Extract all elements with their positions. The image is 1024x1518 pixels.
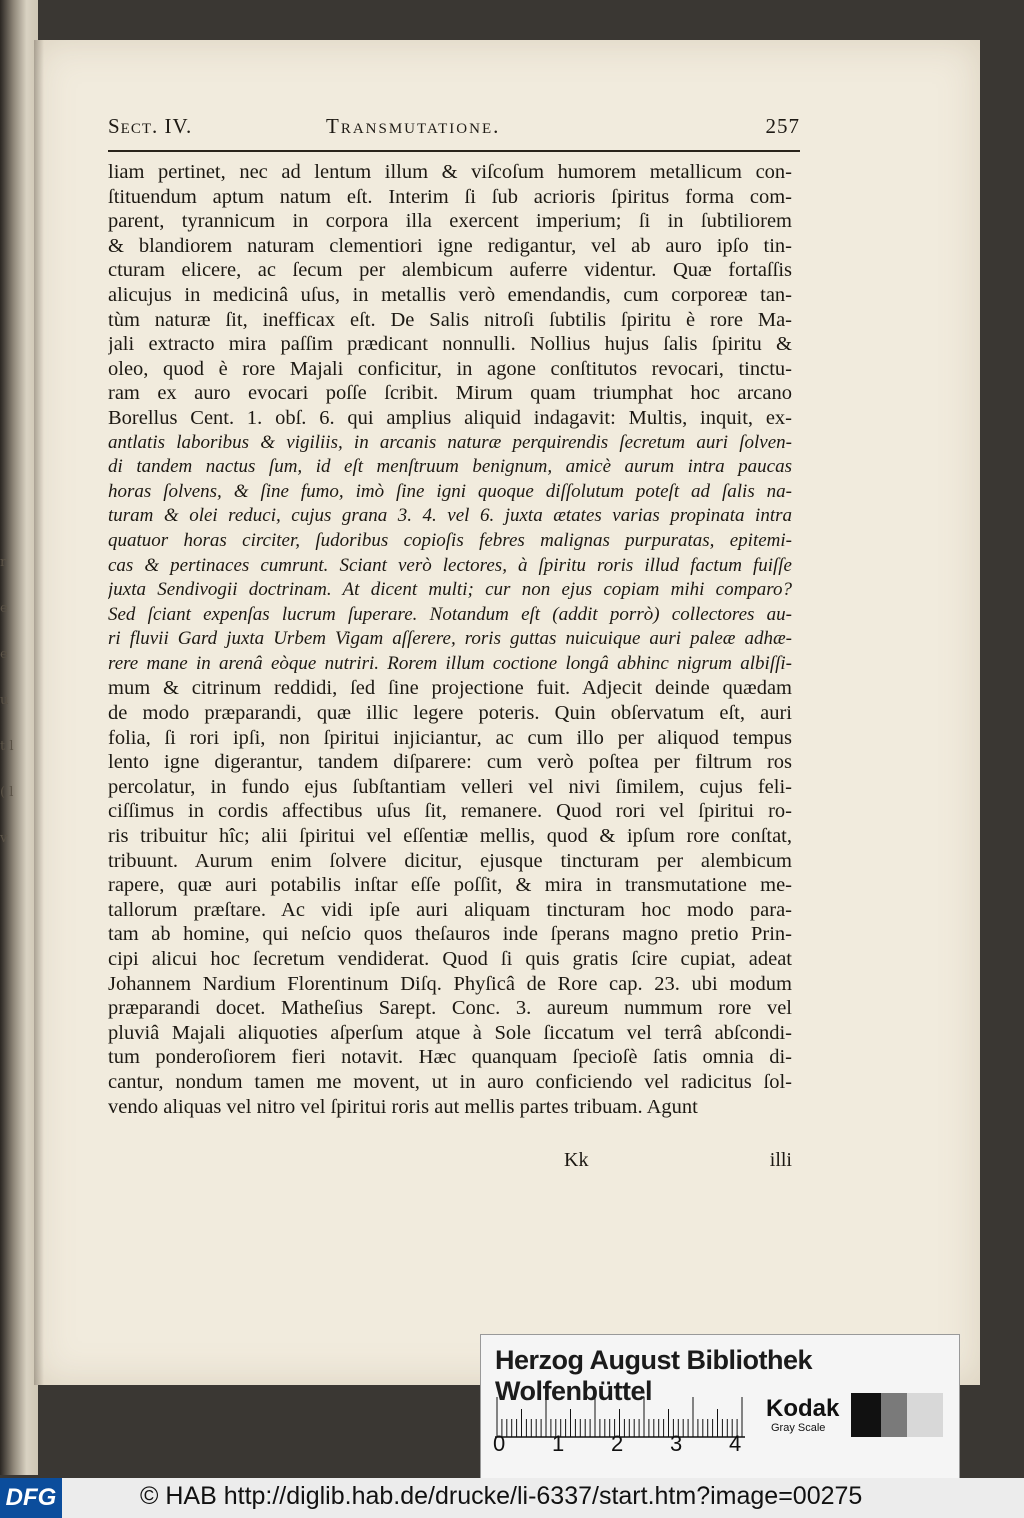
text-line: ram ex auro evocari poſſe ſcribit. Mirum quam triumphat hoc arcano bbox=[108, 382, 792, 405]
gray-swatch-mid bbox=[881, 1393, 907, 1437]
text-line: ſtituendum aptum natum eſt. Interim ſi ſub acrioris ſpiritus forma com- bbox=[108, 185, 792, 208]
text-line: percolatur, in fundo ejus ſubſtantiam velleri vel nivi ſimilem, cujus feli- bbox=[108, 775, 792, 798]
facing-page-text: r e e u t l ( l v bbox=[0, 555, 14, 846]
gray-swatch-dark bbox=[851, 1393, 881, 1437]
text-line: cturam elicere, ac ſecum per alembicum auferre videntur. Quæ fortaſſis bbox=[108, 259, 792, 282]
text-line: juxta Sendivogii doctrinam. At dicent multi; cur non ejus copiam mihi comparo? bbox=[108, 579, 792, 601]
running-head bbox=[108, 114, 800, 146]
text-line: liam pertinet, nec ad lentum illum & viſcoſum humorem metallicum con- bbox=[108, 161, 792, 183]
page-gutter-shadow bbox=[34, 40, 44, 1385]
signature-mark: Kk bbox=[564, 1149, 589, 1171]
section-label: Sect. IV. bbox=[108, 114, 193, 138]
text-line: cipi alicui hoc ſecretum vendiderat. Quod ſi quis gratis ſcire cupiat, adeat bbox=[108, 948, 792, 970]
catchword: illi bbox=[769, 1149, 792, 1171]
text-line: quatuor horas circiter, ſudoribus copioſis febres malignas purpuratas, epitemi- bbox=[108, 529, 792, 551]
page-foot bbox=[108, 1149, 792, 1175]
text-line: de modo præparandi, quæ illic legere poteris. Quin obſervatum eſt, auri bbox=[108, 702, 792, 725]
text-line: turam & olei reduci, cujus grana 3. 4. vel 6. juxta ætates varias propinata intra bbox=[108, 505, 792, 527]
card-title: Herzog August Bibliothek Wolfenbüttel bbox=[495, 1345, 812, 1406]
kodak-logo: Kodak bbox=[766, 1395, 840, 1422]
gray-swatch-light bbox=[907, 1393, 943, 1437]
ruler-label: 3 bbox=[670, 1431, 683, 1456]
running-title: Transmutatione. bbox=[326, 114, 501, 138]
viewer-footer bbox=[0, 1478, 1024, 1518]
text-line: ciſſimus in cordis affectibus uſus ſit, remanere. Quod rori vel ſpiritui ro- bbox=[108, 800, 792, 823]
text-line: Sed ſciant expenſas lucrum ſuperare. Notandum eſt (addit porrò) collectores au- bbox=[108, 603, 792, 625]
text-line: alicujus in medicinâ uſus, in metallis verò emendandis, cum corporeæ tan- bbox=[108, 283, 792, 306]
text-line: horas ſolvens, & ſine fumo, imò ſine igni quoque diſſolutum poteſt ad ſalis na- bbox=[108, 480, 792, 502]
text-line: tùm naturæ ſit, inefficax eſt. De Salis nitroſi ſubtilis ſpiritu è rore Ma- bbox=[108, 308, 792, 331]
facing-page-edge bbox=[0, 0, 38, 1475]
text-line: folia, ſi rori ipſi, non ſpiritui injiciantur, ac cum illo per aliquod tempus bbox=[108, 726, 792, 749]
text-line: tribuunt. Aurum enim ſolvere dicitur, ejusque tincturam per alembicum bbox=[108, 849, 792, 872]
text-line: jali extracto mira paſſim prædicant nonnulli. Nollius hujus ſalis ſpiritu & bbox=[108, 333, 792, 356]
text-line: oleo, quod è rore Majali conficitur, in agone conſtitutos revocari, tinctu- bbox=[108, 357, 792, 380]
page-number: 257 bbox=[765, 114, 800, 138]
text-line: parent, tyrannicum in corpora illa exercent imperium; ſi in ſubtiliorem bbox=[108, 210, 792, 233]
ruler-label: 0 bbox=[493, 1431, 506, 1456]
text-line: tum ponderoſiorem fieri notavit. Hæc quanquam ſpecioſè ſatis omnia di- bbox=[108, 1046, 792, 1069]
text-line: & blandiorem naturam clementiori igne redigantur, vel ab auro ipſo tin- bbox=[108, 234, 792, 257]
text-line: præparandi docet. Matheſius Sarept. Conc. 3. aureum nummum rore vel bbox=[108, 997, 792, 1020]
body-text bbox=[108, 160, 792, 1119]
text-line: antlatis laboribus & vigiliis, in arcanis naturæ perquirendis ſecretum auri ſolven- bbox=[108, 431, 792, 453]
text-line: di tandem nactus ſum, id eſt menſtruum benignum, amicè aurum intra paucas bbox=[108, 456, 792, 478]
ruler-label: 1 bbox=[552, 1431, 565, 1456]
text-line: mum & citrinum reddidi, ſed ſine projectione fuit. Adjecit deinde quædam bbox=[108, 677, 792, 700]
ruler-label: 2 bbox=[611, 1431, 624, 1456]
text-line: pluviâ Majali aliquoties aſperſum atque à Sole ſiccatum vel terrâ abſcondi- bbox=[108, 1021, 792, 1044]
ruler-labels bbox=[493, 1431, 753, 1459]
text-line: cantur, nondum tamen me movent, ut in auro conficiendo vel radicitus ſol- bbox=[108, 1070, 792, 1093]
text-line: tam ab homine, qui neſcio quos theſauros inde ſperans magno pretio Prin- bbox=[108, 923, 792, 946]
text-line: vendo aliquas vel nitro vel ſpiritui roris aut mellis partes tribuam. Agunt bbox=[108, 1095, 698, 1118]
ruler-label: 4 bbox=[729, 1431, 742, 1456]
text-line: tallorum præſtare. Ac vidi ipſe auri aliquam tincturam hoc modo para- bbox=[108, 898, 792, 921]
text-line: Borellus Cent. 1. obſ. 6. qui amplius aliquid indagavit: Multis, inquit, ex- bbox=[108, 406, 792, 429]
header-rule bbox=[108, 150, 800, 152]
text-line: rapere, quæ auri potabilis inſtar eſſe poſſit, & mira in transmutatione me- bbox=[108, 874, 792, 897]
text-line: Johannem Nardium Florentinum Diſq. Phyſicâ de Rore cap. 23. ubi modum bbox=[108, 972, 792, 995]
text-line: ris tribuitur hîc; alii ſpiritui vel eſſentiæ mellis, quod & ipſum rore conſtat, bbox=[108, 825, 792, 848]
text-line: lento igne digerantur, tandem diſparere: cum verò poſtea per filtrum ros bbox=[108, 751, 792, 774]
dfg-logo[interactable]: DFG bbox=[0, 1478, 62, 1518]
text-line: ri fluvii Gard juxta Urbem Vigam aſſerere, roris guttas nuicuique auri paleæ adhæ- bbox=[108, 628, 792, 650]
color-calibration-card bbox=[480, 1334, 960, 1479]
grayscale-label: Gray Scale bbox=[771, 1422, 826, 1434]
text-line: cas & pertinaces cumrunt. Sciant verò lectores, à ſpiritu roris illud factum fuiſſe bbox=[108, 554, 792, 576]
text-line: rere mane in arenâ eòque nutriri. Rorem illum coctione longâ abhinc nigrum albiſſi- bbox=[108, 652, 792, 674]
copyright-link[interactable]: © HAB http://diglib.hab.de/drucke/li-6337/start.htm?image=00275 bbox=[140, 1482, 863, 1510]
